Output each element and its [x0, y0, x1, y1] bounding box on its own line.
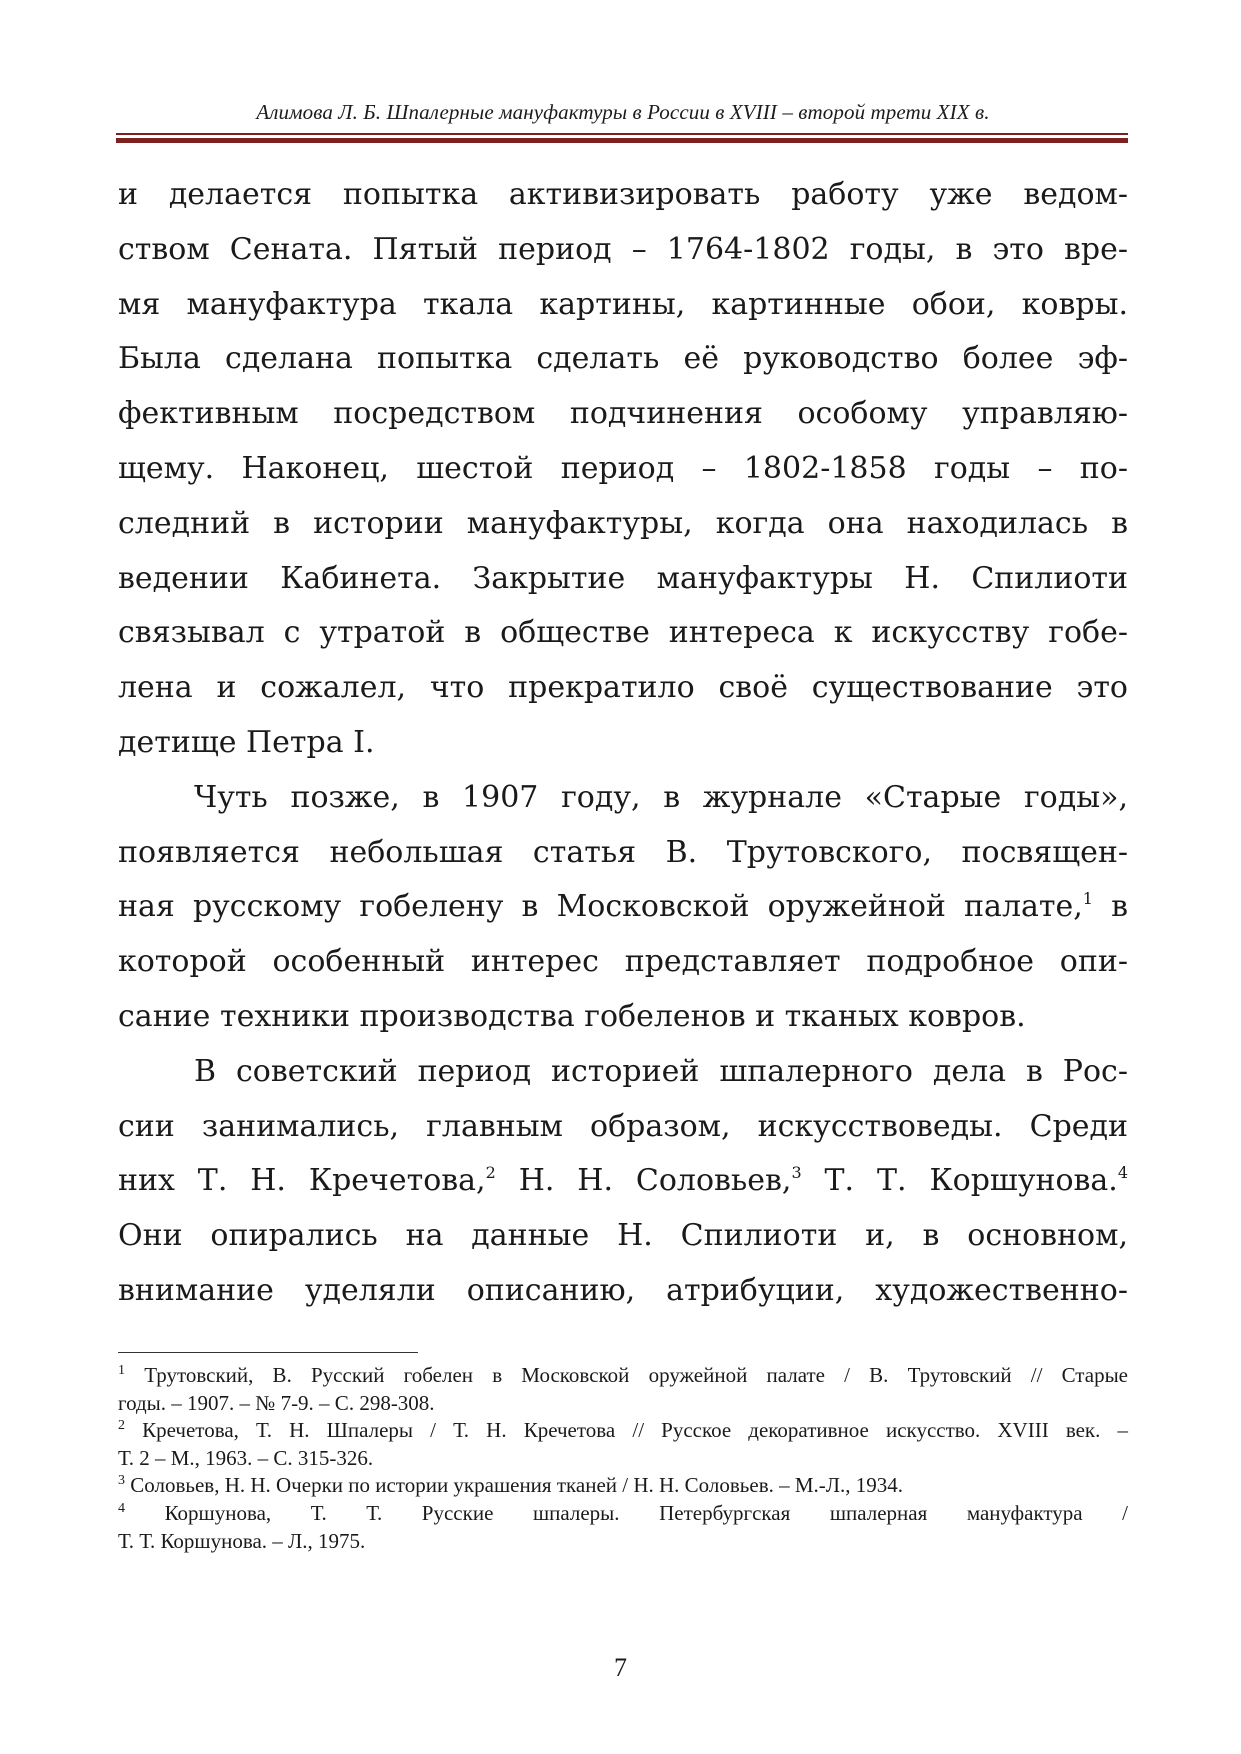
footnote-line [118, 1472, 1128, 1500]
footnote-line [118, 1417, 1128, 1445]
running-header: Алимова Л. Б. Шпалерные мануфактуры в России в XVIII – второй трети XIX в. [256, 100, 990, 124]
footnote-ref[interactable]: 1 [1082, 889, 1093, 909]
footnote-text: Трутовский, В. Русский гобелен в Московской оружейной палате / В. Трутовский // Старые [144, 1363, 1128, 1387]
body-text-fragment: них Т. Н. Кречетова, [118, 1163, 486, 1199]
footnote-text: Коршунова, Т. Т. Русские шпалеры. Петербургская шпалерная мануфактура / [164, 1500, 1128, 1525]
body-line: появляется небольшая статья В. Трутовского, посвящен- [118, 834, 1128, 870]
footnote-line [118, 1362, 1128, 1390]
body-text-fragment: Н. Н. Соловьев, [495, 1163, 792, 1199]
footnote-ref[interactable]: 4 [1117, 1163, 1129, 1183]
body-line: внимание уделяли описанию, атрибуции, художественно- [118, 1272, 1128, 1308]
body-line: и делается попытка активизировать работу уже ведом- [118, 177, 1128, 212]
body-line: Чуть позже, в 1907 году, в журнале «Старые годы», [194, 779, 1128, 815]
body-line: сание техники производства гобеленов и тканых ковров. [118, 998, 1026, 1034]
body-line [118, 880, 1128, 935]
body-line: мя мануфактура ткала картины, картинные обои, ковры. [118, 286, 1128, 322]
footnote-text: Кречетова, Т. Н. Шпалеры / Т. Н. Кречетова // Русское декоративное искусство. XVIII век. – [142, 1418, 1129, 1443]
footnotes [118, 1362, 1128, 1555]
body-text-fragment: Т. Т. Коршунова. [801, 1163, 1118, 1199]
footnote-separator [118, 1352, 418, 1353]
body-line: следний в истории мануфактуры, когда она находилась в [118, 505, 1128, 541]
body-line: Они опирались на данные Н. Спилиоти и, в основном, [118, 1218, 1128, 1254]
footnote-line [118, 1500, 1128, 1528]
page-number: 7 [614, 1653, 627, 1682]
header-rule-thin [116, 133, 1128, 135]
body-line: сии занимались, главным образом, искусствоведы. Среди [118, 1108, 1128, 1144]
footnote-ref[interactable]: 2 [485, 1163, 496, 1183]
body-line: которой особенный интерес представляет подробное опи- [118, 944, 1128, 980]
body-line: щему. Наконец, шестой период – 1802-1858 годы – по- [118, 450, 1128, 486]
body-text [118, 168, 1128, 1319]
body-line: лена и сожалел, что прекратило своё существование это [118, 670, 1128, 706]
footnote-ref[interactable]: 3 [791, 1163, 802, 1183]
body-line: ством Сената. Пятый период – 1764-1802 годы, в это вре- [118, 231, 1128, 267]
footnote-text: Соловьев, Н. Н. Очерки по истории украшения тканей / Н. Н. Соловьев. – М.-Л., 1934. [130, 1473, 904, 1498]
footnote-number: 3 [118, 1473, 125, 1489]
header-rule-thick [116, 138, 1128, 143]
footnote-number: 2 [118, 1418, 125, 1434]
footnote-number: 4 [118, 1500, 125, 1516]
body-line: В советский период историей шпалерного дела в Рос- [194, 1053, 1128, 1089]
body-line: Была сделана попытка сделать её руководство более эф- [118, 341, 1128, 377]
footnote-line: Т. 2 – М., 1963. – С. 315-326. [118, 1445, 374, 1470]
body-text-fragment: в [1092, 889, 1128, 925]
footnote-number: 1 [118, 1363, 125, 1378]
body-line: ведении Кабинета. Закрытие мануфактуры Н. Спилиоти [118, 560, 1128, 596]
body-line: фективным посредством подчинения особому управляю- [118, 396, 1128, 432]
body-line: связывал с утратой в обществе интереса к искусству гобе- [118, 615, 1128, 651]
footnote-line: годы. – 1907. – № 7-9. – С. 298-308. [118, 1390, 435, 1415]
body-line: детище Петра I. [118, 724, 375, 760]
footnote-line: Т. Т. Коршунова. – Л., 1975. [118, 1528, 366, 1553]
body-text-fragment: ная русскому гобелену в Московской оружейной палате, [118, 889, 1083, 925]
body-line [118, 1154, 1128, 1209]
